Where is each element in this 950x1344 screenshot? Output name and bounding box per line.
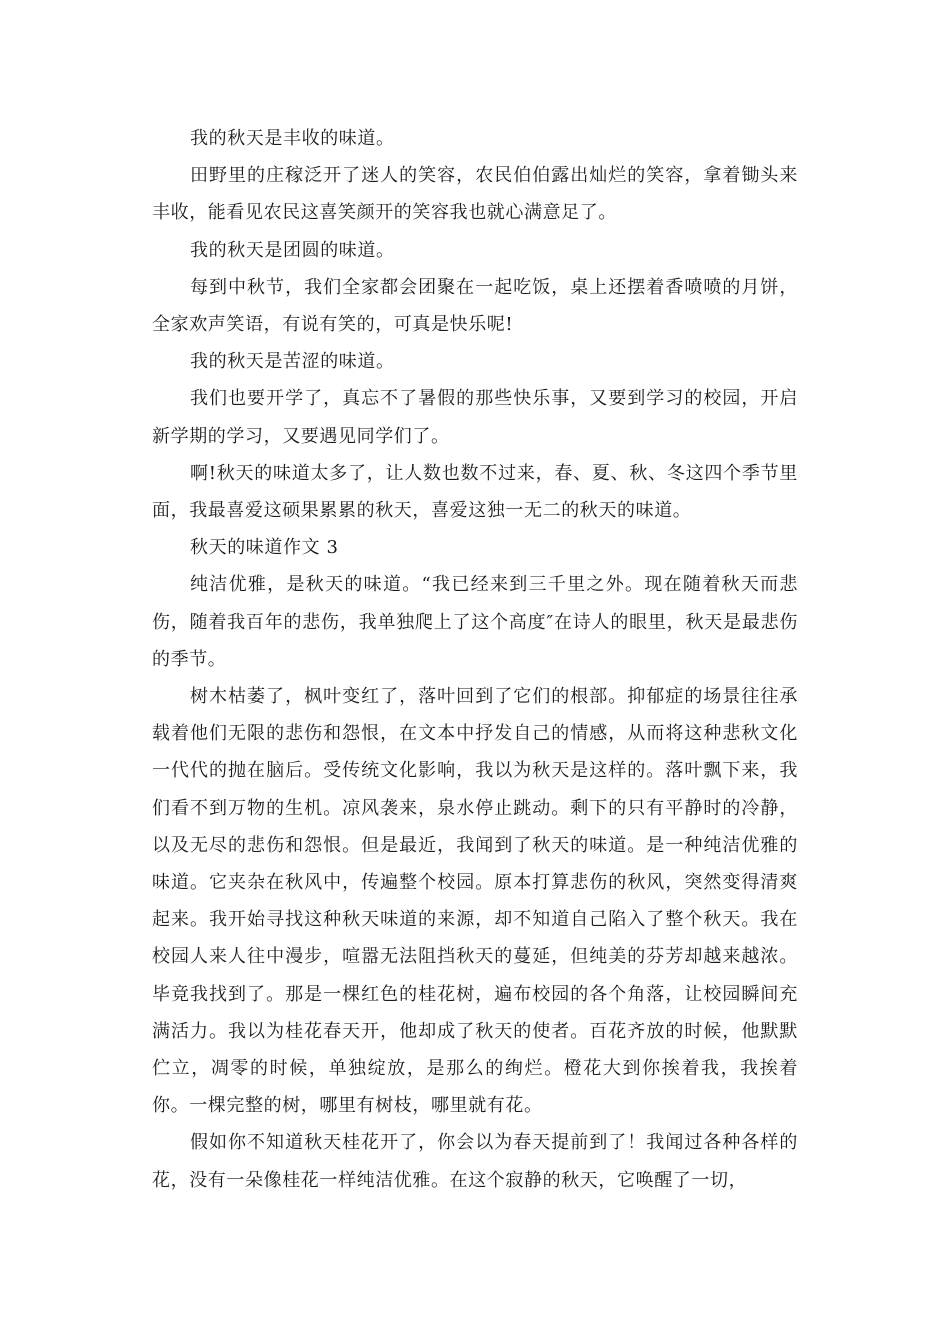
paragraph-bitter-body: 我们也要开学了，真忘不了暑假的那些快乐事，又要到学习的校园，开启新学期的学习，又要遇见同学们了。	[152, 388, 798, 447]
document-page	[152, 120, 798, 1199]
paragraph-harvest-body: 田野里的庄稼泛开了迷人的笑容，农民伯伯露出灿烂的笑容，拿着锄头来丰收，能看见农民这喜笑颜开的笑容我也就心满意足了。	[152, 165, 798, 224]
paragraph-intro: 纯洁优雅，是秋天的味道。“我已经来到三千里之外。现在随着秋天而悲伤，随着我百年的悲伤，我单独爬上了这个高度″在诗人的眼里，秋天是最悲伤的季节。	[152, 574, 798, 670]
paragraph-spring-early: 假如你不知道秋天桂花开了，你会以为春天提前到了！我闻过各种各样的花，没有一朵像桂花一样纯洁优雅。在这个寂静的秋天，它唤醒了一切，	[152, 1132, 798, 1191]
paragraph-reunion-body: 每到中秋节，我们全家都会团聚在一起吃饭，桌上还摆着香喷喷的月饼，全家欢声笑语，有说有笑的，可真是快乐呢!	[152, 276, 798, 336]
paragraph-reunion-heading: 我的秋天是团圆的味道。	[190, 239, 395, 261]
essay-title: 秋天的味道作文 3	[190, 537, 339, 559]
paragraph-bitter-heading: 我的秋天是苦涩的味道。	[190, 351, 395, 373]
paragraph-harvest-heading: 我的秋天是丰收的味道。	[190, 128, 395, 149]
paragraph-conclusion: 啊!秋天的味道太多了，让人数也数不过来，春、夏、秋、冬这四个季节里面，我最喜爱这硕果累累的秋天，喜爱这独一无二的秋天的味道。	[152, 462, 798, 522]
paragraph-osmanthus: 树木枯萎了，枫叶变红了，落叶回到了它们的根部。抑郁症的场景往往承载着他们无限的悲伤和怨恨，在文本中抒发自己的情感，从而将这种悲秋文化一代代的抛在脑后。受传统文化影响，我以为秋天是这样的。落叶飘下来，我们看不到万物的生机。凉风袭来，泉水停止跳动。剩下的只有平静时的冷静，以及无尽的悲伤和怨恨。但是最近，我闻到了秋天的味道。是一种纯洁优雅的味道。它夹杂在秋风中，传遍整个校园。原本打算悲伤的秋风，突然变得清爽起来。我开始寻找这种秋天味道的来源，却不知道自己陷入了整个秋天。我在校园人来人往中漫步，喧嚣无法阻挡秋天的蔓延，但纯美的芬芳却越来越浓。毕竟我找到了。那是一棵红色的桂花树，遍布校园的各个角落，让校园瞬间充满活力。我以为桂花春天开，他却成了秋天的使者。百花齐放的时候，他默默伫立，凋零的时候，单独绽放，是那么的绚烂。橙花大到你挨着我，我挨着你。一棵完整的树，哪里有树枝，哪里就有花。	[152, 686, 798, 1117]
